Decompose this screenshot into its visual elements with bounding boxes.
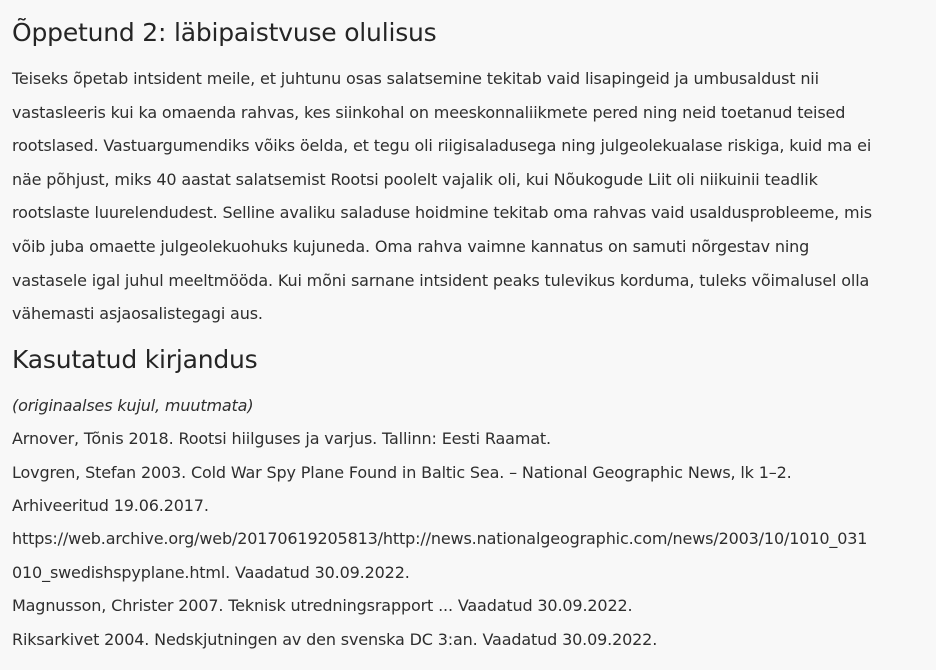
body-paragraph xyxy=(12,62,924,331)
paragraph-line: rootslaste luurelendudest. Selline avaliku saladuse hoidmine tekitab oma rahvas vaid usaldusprobleeme, mis xyxy=(12,203,872,223)
reference-line: Arhiveeritud 19.06.2017. xyxy=(12,495,209,515)
paragraph-line: Teiseks õpetab intsident meile, et juhtunu osas salatsemine tekitab vaid lisapingeid ja umbusaldust nii xyxy=(12,69,819,88)
paragraph-line: vastasele igal juhul meeltmööda. Kui mõni sarnane intsident peaks tulevikus korduma, tuleks võimalusel olla xyxy=(12,270,870,290)
references-note: (originaalses kujul, muutmata) xyxy=(12,395,254,415)
reference-line: Riksarkivet 2004. Nedskjutningen av den svenska DC 3:an. Vaadatud 30.09.2022. xyxy=(12,629,658,649)
references-list xyxy=(12,389,924,656)
reference-line: Lovgren, Stefan 2003. Cold War Spy Plane Found in Baltic Sea. – National Geographic News, lk 1–2. xyxy=(12,462,792,482)
paragraph-line: rootslased. Vastuargumendiks võiks öelda, et tegu oli riigisaladusega ning julgeolekualase riskiga, kuid ma ei xyxy=(12,136,872,156)
reference-line: Magnusson, Christer 2007. Teknisk utredningsrapport ... Vaadatud 30.09.2022. xyxy=(12,596,633,616)
section-heading-transparency: Õppetund 2: läbipaistvuse olulisus xyxy=(12,18,437,47)
reference-url-line: https://web.archive.org/web/20170619205813/http://news.nationalgeographic.com/news/2003/10/1010_031 xyxy=(12,529,868,549)
reference-line: Arnover, Tõnis 2018. Rootsi hiilguses ja varjus. Tallinn: Eesti Raamat. xyxy=(12,429,551,449)
paragraph-line: võib juba omaette julgeolekuohuks kujuneda. Oma rahva vaimne kannatus on samuti nõrgestav ning xyxy=(12,236,810,256)
paragraph-line: vastasleeris kui ka omaenda rahvas, kes siinkohal on meeskonnaliikmete pered ning neid toetanud teised xyxy=(12,102,846,122)
paragraph-line: vähemasti asjaosalistegagi aus. xyxy=(12,304,263,324)
paragraph-line: näe põhjust, miks 40 aastat salatsemist Rootsi poolelt vajalik oli, kui Nõukogude Liit oli niikuinii teadlik xyxy=(12,169,818,189)
section-heading-references: Kasutatud kirjandus xyxy=(12,344,258,374)
reference-url-line: 010_swedishspyplane.html. Vaadatud 30.09.2022. xyxy=(12,562,410,582)
